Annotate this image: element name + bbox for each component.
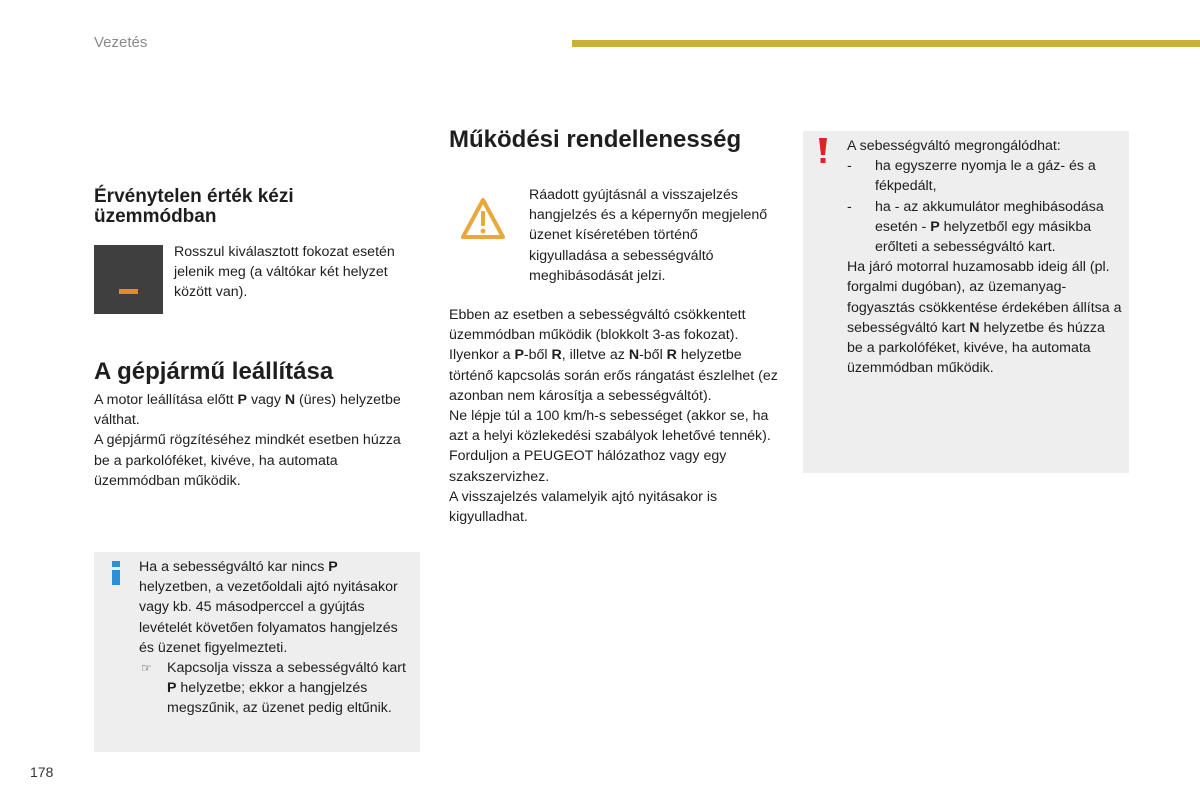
malfunction-paragraph-4: Forduljon a PEUGEOT hálózathoz vagy egy szakszervizhez. [449, 448, 727, 485]
invalid-value-heading: Érvénytelen érték kézi üzemmódban [94, 186, 294, 227]
caution-item-2: - ha - az akkumulátor meghibásodása esetén - P helyzetből egy másikba erőlteti a sebességváltó kart. [847, 197, 1123, 258]
malfunction-paragraph-2: Ebben az esetben a sebességváltó csökkentett üzemmódban működik (blokkolt 3-as fokozat). Ilyenkor a P-ből R, illetve az N-ből R helyzetbe történő kapcsolás során erős rángatást észlelhet (ez azonban nem károsítja a sebességváltót). [449, 307, 778, 404]
info-bullet [139, 658, 414, 719]
header-accent-rule [572, 40, 1200, 47]
caution-intro: A sebességváltó megrongálódhat: [847, 138, 1061, 154]
caution-item-1: - ha egyszerre nyomja le a gáz- és a fékpedált, [847, 156, 1123, 196]
info-icon [110, 561, 122, 585]
vehicle-stop-text [94, 390, 414, 491]
indicator-dash [119, 289, 138, 294]
section-title: Vezetés [94, 34, 148, 51]
hand-pointer-icon: ☞ [141, 661, 152, 676]
gear-indicator-dash-icon [94, 245, 163, 314]
info-bullet-text: Kapcsolja vissza a sebességváltó kart P helyzetbe; ekkor a hangjelzés megszűnik, az üzenet pedig eltűnik. [167, 660, 406, 717]
malfunction-paragraph-5: A visszajelzés valamelyik ajtó nyitásakor is kigyulladhat. [449, 488, 718, 526]
caution-text [847, 136, 1123, 378]
vehicle-stop-paragraph-1: A motor leállítása előtt P vagy N (üres) helyzetbe válthat. [94, 392, 401, 429]
vehicle-stop-paragraph-2: A gépjármű rögzítéséhez mindkét esetben húzza be a parkolóféket, kivéve, ha automata üzemmódban működik. [94, 432, 401, 489]
malfunction-heading: Működési rendellenesség [449, 126, 742, 153]
info-paragraph: Ha a sebességváltó kar nincs P helyzetben, a vezetőoldali ajtó nyitásakor vagy kb. 45 másodperccel a gyújtás levételét követően folyamatos hangjelzés és üzenet figyelmezteti. [139, 559, 398, 656]
info-text [139, 557, 414, 719]
vehicle-stop-heading: A gépjármű leállítása [94, 358, 334, 385]
dash-marker: - [847, 158, 852, 175]
caution-paragraph-2: Ha járó motorral huzamosabb ideig áll (pl. forgalmi dugóban), az üzemanyag-fogyasztás csökkentése érdekében állítsa a sebességváltó kart N helyzetbe és húzza be a parkolóféket, kivéve, ha automata üzemmódban működik. [847, 259, 1122, 377]
exclamation-icon [818, 138, 828, 164]
dash-marker: - [847, 198, 852, 215]
malfunction-intro: Ráadott gyújtásnál a visszajelzés hangjelzés és a képernyőn megjelenő üzenet kíséretében történő kigyulladása a sebességváltó meghibásodását jelzi. [529, 187, 768, 284]
page-number: 178 [30, 764, 54, 780]
invalid-value-text: Rosszul kiválasztott fokozat esetén jelenik meg (a váltókar két helyzet között van). [174, 244, 395, 301]
malfunction-paragraph-3: Ne lépje túl a 100 km/h-s sebességet (akkor se, ha azt a helyi közlekedési szabályok lehetővé tennék). [449, 408, 771, 445]
malfunction-body [449, 305, 779, 527]
warning-triangle-icon [459, 196, 507, 242]
